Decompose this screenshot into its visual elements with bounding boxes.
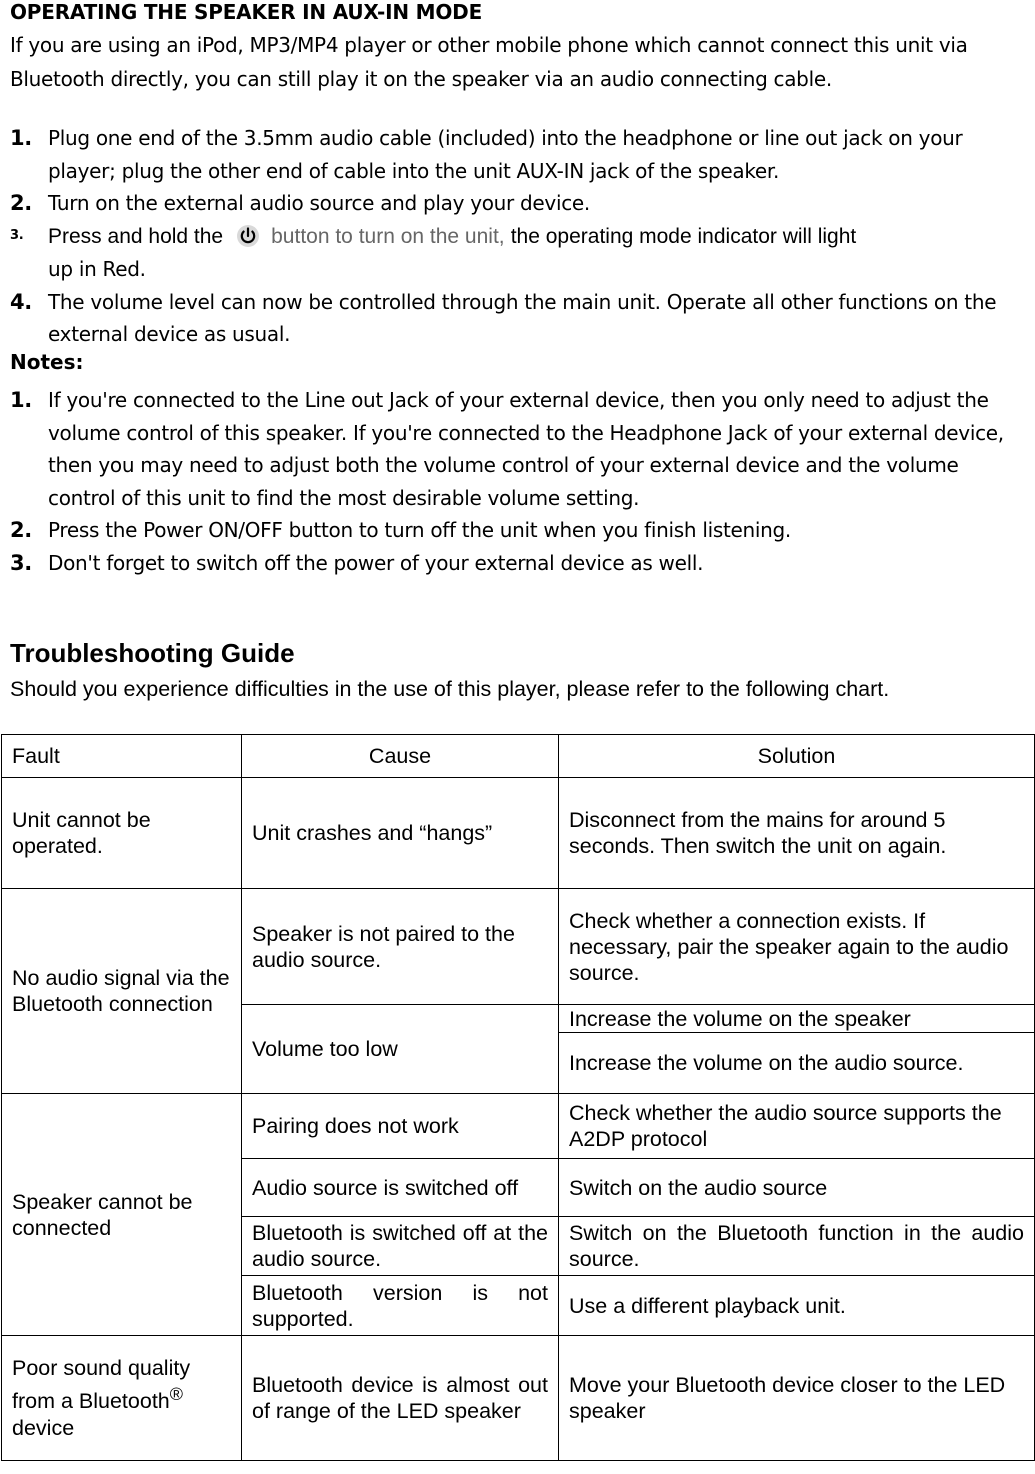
list-item bbox=[10, 547, 1025, 580]
table-row bbox=[2, 889, 1035, 1005]
step-number: 1. bbox=[10, 126, 32, 150]
cause-cell: Bluetooth device is almost out of range of the LED speaker bbox=[242, 1336, 559, 1461]
fault-cell: Unit cannot be operated. bbox=[2, 778, 242, 889]
troubleshooting-title: Troubleshooting Guide bbox=[10, 638, 295, 668]
notes-title: Notes: bbox=[10, 350, 84, 374]
solution-cell: Increase the volume on the speaker bbox=[559, 1005, 1035, 1033]
solution-cell: Switch on the audio source bbox=[559, 1159, 1035, 1217]
list-item bbox=[10, 514, 1025, 547]
cause-cell: Bluetooth is switched off at the audio source. bbox=[242, 1217, 559, 1276]
note-text: If you're connected to the Line out Jack of your external device, then you only need to adjust the volume control of this speaker. If you're connected to the Headphone Jack of your external device, then you may need to adjust both the volume control of your external device and the volume control of this unit to find the most desirable volume setting. bbox=[48, 388, 1004, 510]
table-header-row bbox=[2, 735, 1035, 778]
solution-cell: Check whether the audio source supports the A2DP protocol bbox=[559, 1094, 1035, 1159]
fault-cell: No audio signal via the Bluetooth connection bbox=[2, 889, 242, 1094]
cause-cell: Speaker is not paired to the audio source. bbox=[242, 889, 559, 1005]
cause-cell: Volume too low bbox=[242, 1005, 559, 1094]
step-text-tail: up in Red. bbox=[48, 257, 146, 281]
header-solution: Solution bbox=[559, 735, 1035, 778]
list-item bbox=[10, 384, 1025, 514]
list-item bbox=[10, 122, 1025, 187]
power-icon bbox=[235, 224, 261, 248]
list-item bbox=[10, 286, 1025, 351]
step-text: The volume level can now be controlled through the main unit. Operate all other functions on the external device as usual. bbox=[48, 289, 997, 346]
step-text: Turn on the external audio source and play your device. bbox=[48, 191, 590, 215]
table-row bbox=[2, 778, 1035, 889]
table-row bbox=[2, 1094, 1035, 1159]
step-number: 4. bbox=[10, 289, 32, 314]
note-text: Don't forget to switch off the power of your external device as well. bbox=[48, 550, 704, 575]
step-number: 3. bbox=[10, 227, 24, 243]
solution-cell: Disconnect from the mains for around 5 seconds. Then switch the unit on again. bbox=[559, 778, 1035, 889]
fault-cell bbox=[2, 1336, 242, 1461]
table-row bbox=[2, 1336, 1035, 1461]
fault-text: Poor sound quality from a Bluetooth bbox=[12, 1356, 191, 1414]
solution-cell: Move your Bluetooth device closer to the LED speaker bbox=[559, 1336, 1035, 1461]
cause-cell: Pairing does not work bbox=[242, 1094, 559, 1159]
cause-cell: Bluetooth version is not supported. bbox=[242, 1276, 559, 1336]
note-number: 3. bbox=[10, 550, 32, 575]
step-text-after: the operating mode indicator will light bbox=[510, 224, 857, 248]
list-item bbox=[10, 220, 1025, 286]
aux-steps-list bbox=[10, 122, 1025, 351]
solution-cell: Check whether a connection exists. If necessary, pair the speaker again to the audio source. bbox=[559, 889, 1035, 1005]
cause-cell: Audio source is switched off bbox=[242, 1159, 559, 1217]
solution-cell: Use a different playback unit. bbox=[559, 1276, 1035, 1336]
step-text-gray: button to turn on the unit, bbox=[271, 224, 505, 248]
step-number: 2. bbox=[10, 191, 32, 215]
troubleshooting-intro: Should you experience difficulties in the use of this player, please refer to the following chart. bbox=[10, 677, 890, 701]
cause-cell: Unit crashes and “hangs” bbox=[242, 778, 559, 889]
solution-cell: Switch on the Bluetooth function in the audio source. bbox=[559, 1217, 1035, 1276]
troubleshooting-table bbox=[1, 734, 1035, 1461]
aux-mode-intro: If you are using an iPod, MP3/MP4 player or other mobile phone which cannot connect this unit via Bluetooth directly, you can still play it on the speaker via an audio connecting cable. bbox=[10, 33, 968, 91]
step-text-before: Press and hold the bbox=[48, 224, 224, 248]
fault-text-tail: device bbox=[12, 1415, 75, 1440]
header-cause: Cause bbox=[242, 735, 559, 778]
solution-cell: Increase the volume on the audio source. bbox=[559, 1033, 1035, 1094]
aux-mode-heading: OPERATING THE SPEAKER IN AUX-IN MODE bbox=[10, 0, 483, 24]
fault-cell: Speaker cannot be connected bbox=[2, 1094, 242, 1336]
header-fault: Fault bbox=[2, 735, 242, 778]
step-text: Plug one end of the 3.5mm audio cable (included) into the headphone or line out jack on your player; plug the other end of cable into the unit AUX-IN jack of the speaker. bbox=[48, 126, 963, 183]
list-item bbox=[10, 187, 1025, 220]
note-number: 2. bbox=[10, 518, 32, 542]
note-number: 1. bbox=[10, 388, 32, 412]
registered-mark: ® bbox=[169, 1384, 183, 1405]
notes-list bbox=[10, 384, 1025, 579]
note-text: Press the Power ON/OFF button to turn off the unit when you finish listening. bbox=[48, 518, 791, 542]
